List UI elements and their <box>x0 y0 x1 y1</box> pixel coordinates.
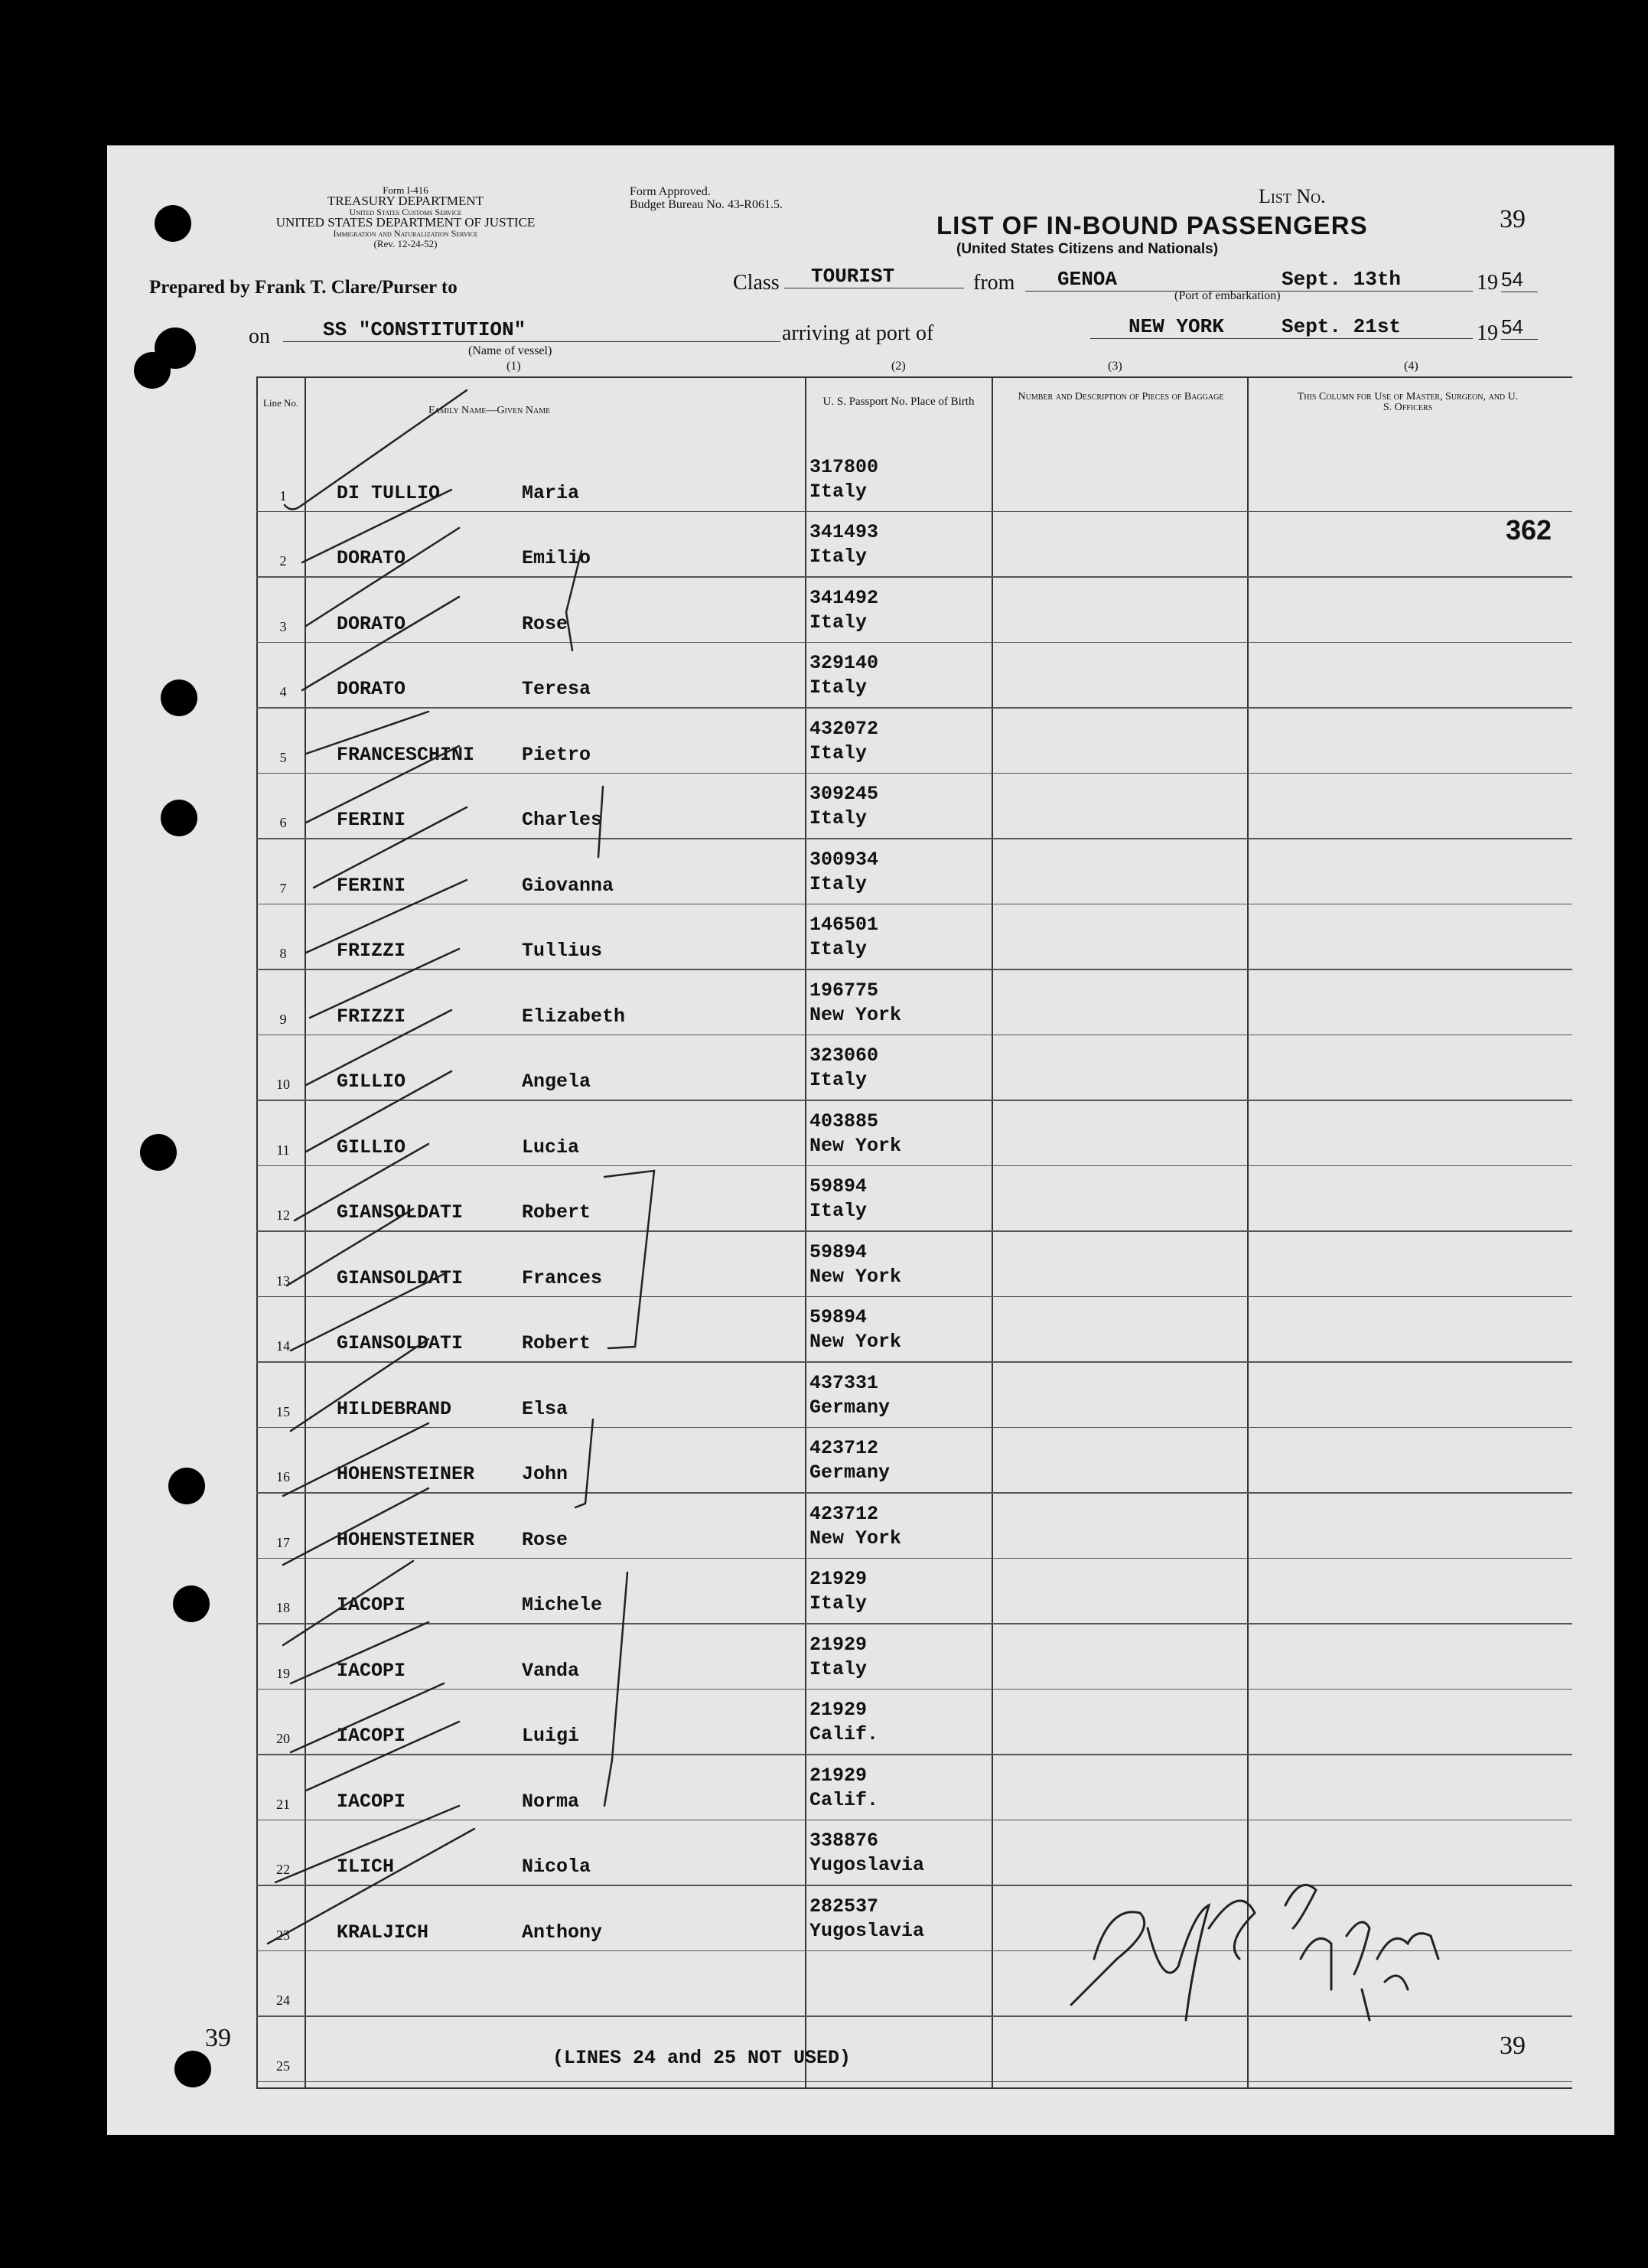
family-name: GIANSOLDATI <box>337 1332 464 1354</box>
family-name: DORATO <box>337 612 406 635</box>
from-label: from <box>973 271 1015 295</box>
family-name: GILLIO <box>337 1136 406 1158</box>
col-number-2: (2) <box>891 360 906 373</box>
passport-number: 317800 <box>809 455 879 478</box>
family-name: IACOPI <box>337 1725 406 1747</box>
form-subtitle: (United States Citizens and Nationals) <box>956 241 1219 257</box>
given-name: Giovanna <box>522 874 614 897</box>
place-of-birth: Italy <box>809 611 868 634</box>
given-name: Robert <box>522 1332 591 1354</box>
given-name: Rose <box>522 612 568 635</box>
passport-number: 282537 <box>809 1895 879 1918</box>
passport-number: 59894 <box>809 1175 868 1198</box>
family-name: FRIZZI <box>337 1005 406 1028</box>
line-number: 12 <box>276 1207 290 1223</box>
passport-number: 323060 <box>809 1044 879 1067</box>
family-name: HOHENSTEINER <box>337 1463 475 1485</box>
line-number: 7 <box>279 880 287 896</box>
place-of-birth: Calif. <box>809 1723 879 1745</box>
family-name: GILLIO <box>337 1070 406 1093</box>
col-header-passport: U. S. Passport No. Place of Birth <box>822 396 975 408</box>
place-of-birth: New York <box>809 1331 902 1353</box>
year-departure: 54 <box>1501 268 1538 292</box>
family-name: HOHENSTEINER <box>337 1528 475 1551</box>
family-name: GIANSOLDATI <box>337 1266 464 1289</box>
port-embark-label: (Port of embarkation) <box>1174 289 1281 302</box>
place-of-birth: New York <box>809 1527 902 1549</box>
from-value: GENOA Sept. 13th <box>1025 268 1473 292</box>
arriving-label: arriving at port of <box>782 321 934 345</box>
passport-number: 196775 <box>809 979 879 1002</box>
family-name: FERINI <box>337 874 406 897</box>
line-number: 9 <box>279 1011 287 1027</box>
line-number: 21 <box>276 1796 290 1812</box>
given-name: Luigi <box>522 1725 580 1747</box>
line-number: 19 <box>276 1665 290 1681</box>
passport-number: 300934 <box>809 848 879 871</box>
list-no-bottom-right: 39 <box>1500 2032 1526 2060</box>
family-name: IACOPI <box>337 1594 406 1616</box>
family-name: FRIZZI <box>337 940 406 962</box>
place-of-birth: Italy <box>809 741 868 764</box>
line-number: 16 <box>276 1469 290 1484</box>
col-number-4: (4) <box>1404 360 1418 373</box>
line-number: 24 <box>276 1993 290 2008</box>
line-number: 1 <box>279 487 287 503</box>
col-number-3: (3) <box>1108 360 1122 373</box>
stamp-number: 362 <box>1506 514 1552 546</box>
on-label: on <box>249 324 270 348</box>
family-name: ILICH <box>337 1856 395 1878</box>
place-of-birth: Italy <box>809 1657 868 1680</box>
given-name: Tullius <box>522 940 603 962</box>
line-number: 11 <box>276 1142 290 1158</box>
given-name: Elizabeth <box>522 1005 626 1028</box>
line-number: 6 <box>279 815 287 830</box>
place-of-birth: Italy <box>809 807 868 829</box>
form-agency-block: Form I-416 TREASURY DEPARTMENT United States Customs Service UNITED STATES DEPARTMENT OF JUSTICE Immigration and Naturalization Service (Rev. 12-24-52) <box>275 184 536 249</box>
family-name: FRANCESCHINI <box>337 743 475 766</box>
place-of-birth: Italy <box>809 938 868 960</box>
passport-number: 21929 <box>809 1699 868 1721</box>
given-name: Nicola <box>522 1856 591 1878</box>
given-name: Elsa <box>522 1397 568 1420</box>
given-name: Vanda <box>522 1659 580 1682</box>
place-of-birth: New York <box>809 1134 902 1157</box>
family-name: DORATO <box>337 547 406 569</box>
vessel-label: (Name of vessel) <box>468 344 552 357</box>
col-header-line-no: Line No. <box>262 397 299 409</box>
given-name: Maria <box>522 481 580 504</box>
passport-number: 21929 <box>809 1568 868 1590</box>
col-number-1: (1) <box>506 360 521 373</box>
line-number: 8 <box>279 946 287 961</box>
passport-number: 432072 <box>809 717 879 740</box>
place-of-birth: Italy <box>809 1069 868 1091</box>
class-label: Class <box>733 271 780 295</box>
lines-not-used-note: (LINES 24 and 25 NOT USED) <box>552 2047 852 2069</box>
given-name: Teresa <box>522 678 591 700</box>
place-of-birth: Calif. <box>809 1788 879 1811</box>
departure-date: Sept. 13th <box>1282 268 1402 291</box>
line-number: 14 <box>276 1338 290 1354</box>
given-name: John <box>522 1463 568 1485</box>
place-of-birth: New York <box>809 1265 902 1288</box>
passport-number: 423712 <box>809 1502 879 1525</box>
given-name: Robert <box>522 1201 591 1224</box>
given-name: Norma <box>522 1790 580 1813</box>
passport-number: 146501 <box>809 914 879 936</box>
vessel-name: SS "CONSTITUTION" <box>283 318 780 342</box>
form-title: LIST OF IN-BOUND PASSENGERS <box>936 211 1368 240</box>
family-name: FERINI <box>337 809 406 831</box>
place-of-birth: Italy <box>809 1592 868 1615</box>
family-name: IACOPI <box>337 1790 406 1813</box>
list-no-bottom-left: 39 <box>205 2024 231 2052</box>
line-number: 3 <box>279 618 287 634</box>
passport-number: 403885 <box>809 1110 879 1132</box>
family-name: DI TULLIO <box>337 481 441 504</box>
passport-number: 341493 <box>809 521 879 543</box>
given-name: Emilio <box>522 547 591 569</box>
line-number: 10 <box>276 1077 290 1092</box>
line-number: 23 <box>276 1927 290 1943</box>
place-of-birth: Germany <box>809 1396 891 1419</box>
given-name: Lucia <box>522 1136 580 1158</box>
line-number: 17 <box>276 1534 290 1550</box>
passport-number: 329140 <box>809 652 879 674</box>
passport-number: 341492 <box>809 586 879 609</box>
line-number: 4 <box>279 684 287 699</box>
place-of-birth: Italy <box>809 676 868 699</box>
line-number: 25 <box>276 2058 290 2074</box>
year-prefix-arr: 19 <box>1477 321 1498 345</box>
col-header-name: Family Name—Given Name <box>428 405 551 416</box>
line-number: 15 <box>276 1403 290 1419</box>
family-name: HILDEBRAND <box>337 1397 452 1420</box>
line-number: 20 <box>276 1731 290 1746</box>
list-no-value: 39 <box>1500 205 1526 233</box>
family-name: IACOPI <box>337 1659 406 1682</box>
place-of-birth: Italy <box>809 872 868 895</box>
place-of-birth: Yugoslavia <box>809 1919 925 1942</box>
family-name: DORATO <box>337 678 406 700</box>
arrival-port: NEW YORK Sept. 21st <box>1090 315 1473 339</box>
officer-signature <box>1071 1885 1438 2020</box>
given-name: Frances <box>522 1266 603 1289</box>
line-number: 22 <box>276 1862 290 1877</box>
place-of-birth: Italy <box>809 480 868 503</box>
class-value: TOURIST <box>784 265 964 288</box>
family-name: KRALJICH <box>337 1921 429 1944</box>
place-of-birth: Germany <box>809 1461 891 1484</box>
list-no-label: List No. <box>1259 185 1326 207</box>
line-number: 5 <box>279 749 287 765</box>
col-header-officers: This Column for Use of Master, Surgeon, and U. S. Officers <box>1297 391 1519 413</box>
place-of-birth: Italy <box>809 546 868 568</box>
form-approval: Form Approved. Budget Bureau No. 43-R061.5. <box>630 185 783 211</box>
place-of-birth: Yugoslavia <box>809 1854 925 1876</box>
year-arrival: 54 <box>1501 315 1538 340</box>
col-header-baggage: Number and Description of Pieces of Baggage <box>1018 391 1224 402</box>
passport-number: 21929 <box>809 1764 868 1787</box>
passport-number: 309245 <box>809 783 879 805</box>
given-name: Michele <box>522 1594 603 1616</box>
passport-number: 59894 <box>809 1306 868 1328</box>
passport-number: 423712 <box>809 1437 879 1459</box>
given-name: Rose <box>522 1528 568 1551</box>
year-prefix-dep: 19 <box>1477 271 1498 295</box>
place-of-birth: New York <box>809 1003 902 1026</box>
given-name: Anthony <box>522 1921 603 1944</box>
passport-number: 338876 <box>809 1830 879 1852</box>
passport-number: 21929 <box>809 1633 868 1656</box>
line-number: 2 <box>279 553 287 569</box>
family-name: GIANSOLDATI <box>337 1201 464 1224</box>
place-of-birth: Italy <box>809 1200 868 1222</box>
prepared-by: Prepared by Frank T. Clare/Purser to <box>149 277 458 298</box>
passport-number: 437331 <box>809 1371 879 1394</box>
passport-number: 59894 <box>809 1240 868 1263</box>
line-number: 18 <box>276 1600 290 1615</box>
given-name: Angela <box>522 1070 591 1093</box>
given-name: Pietro <box>522 743 591 766</box>
arrival-date: Sept. 21st <box>1282 315 1402 338</box>
given-name: Charles <box>522 809 603 831</box>
line-number: 13 <box>276 1272 290 1289</box>
